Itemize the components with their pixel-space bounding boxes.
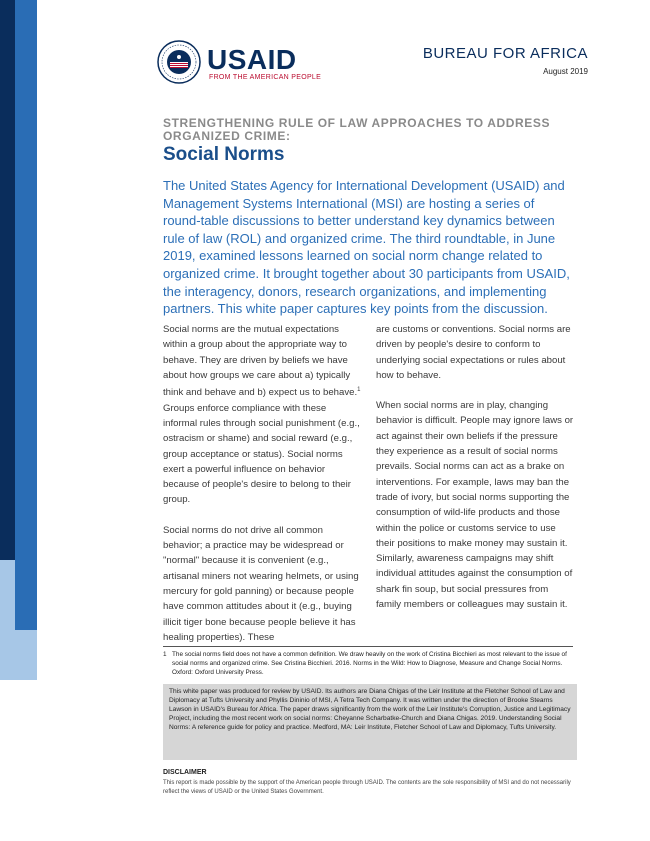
publication-date: August 2019 bbox=[543, 67, 588, 76]
side-bar-dark bbox=[0, 0, 15, 560]
body-paragraph: When social norms are in play, changing behavior is difficult. People may ignore laws or act against their own beliefs if the pressure they experience as a result of social norms prevails. Social norms can act as a brake on interventions. For example, laws may ban the trade of ivory, but social norms supporting the consumption of wild-life products and those within the police or customs service to use their positions to make money may sustain it. Similarly, awareness campaigns may shift individual attitudes against the consumption of shark fin soup, but social pressures from family members or colleagues may sustain it. bbox=[376, 400, 574, 611]
authorship-box: This white paper was produced for review by USAID. Its authors are Diana Chigas of the Leir Institute at the Fletcher School of Law and Diplomacy at Tufts University and Phyllis Dininio of MSI, A Tetra Tech Company. It was written under the direction of Brooke Stearns Lawson in USAID's Bureau for Africa. The paper draws significantly from the work of the Leir Institute's Corruption, Justice and Legitimacy Project, including the most recent work on social norms: Cheyanne Scharbatke-Church and Diana Chigas. 2019. Understanding Social Norms: A reference guide for policy and practice. Medford, MA: Leir Institute, Fletcher School of Law and Diplomacy, Tufts University. bbox=[163, 684, 577, 760]
disclaimer-title: DISCLAIMER bbox=[163, 769, 207, 776]
side-bar-light-left bbox=[0, 560, 15, 680]
page-title: Social Norms bbox=[163, 144, 285, 165]
footnote-text: The social norms field does not have a common definition. We draw heavily on the work of Cristina Bicchieri as most relevant to the issue of social norms and organized crime. See Cristina Bicchieri. 2016. Norms in the Wild: How to Diagnose, Measure and Change Social Norms. Oxford: Oxford University Press. bbox=[172, 651, 567, 676]
side-bar-blue bbox=[15, 0, 37, 630]
footnote-divider bbox=[163, 646, 573, 647]
side-bar-light bbox=[15, 630, 37, 680]
disclaimer-text: This report is made possible by the support of the American people through USAID. The contents are the sole responsibility of MSI and do not necessarily reflect the views of USAID or the United States Government. bbox=[163, 780, 571, 795]
body-column-left bbox=[163, 322, 361, 660]
usaid-seal-icon bbox=[157, 40, 201, 84]
series-kicker: STRENGTHENING RULE OF LAW APPROACHES TO ADDRESS ORGANIZED CRIME: bbox=[163, 116, 551, 143]
footnote bbox=[163, 650, 573, 677]
usaid-logo-text: USAID bbox=[207, 44, 297, 75]
footnote-number: 1 bbox=[163, 651, 167, 658]
body-paragraph: are customs or conventions. Social norms are driven by people's desire to conform to underlying social expectations or rules about how to behave. bbox=[376, 324, 571, 381]
body-column-right bbox=[376, 322, 574, 627]
usaid-logo-tagline: FROM THE AMERICAN PEOPLE bbox=[209, 74, 322, 81]
lead-paragraph: The United States Agency for International Development (USAID) and Management Systems International (MSI) are hosting a series of round-table discussions to better understand key dynamics between rule of law (ROL) and organized crime. The third roundtable, in June 2019, examined lessons learned on social norm change related to organized crime. It brought together about 30 participants from USAID, the interagency, donors, research organizations, and implementing partners. This white paper captures key points from the discussion. bbox=[163, 178, 570, 317]
body-paragraph: Social norms do not drive all common behavior; a practice may be widespread or "normal" because it is convenient (e.g., artisanal miners not wearing helmets, or using mercury for gold panning) or because people have common attitudes about it (e.g., buying illicit tiger bone because people believe it has healing properties). These bbox=[163, 524, 359, 643]
footnote-ref[interactable]: 1 bbox=[357, 387, 361, 394]
body-paragraph: Social norms are the mutual expectations within a group about the appropriate way to behave. They are driven by beliefs we have about how groups we care about a) typically think and behave and b) expect us to behave.$^1$ Groups enforce compliance with these informal rules through social punishment (e.g., ostracism or shame) and social reward (e.g., group acceptance or status). Social norms exert a powerful influence on behavior because of people's desire to belong to their group. bbox=[163, 324, 361, 506]
bureau-name: BUREAU FOR AFRICA bbox=[422, 45, 588, 62]
page-header bbox=[157, 38, 588, 88]
